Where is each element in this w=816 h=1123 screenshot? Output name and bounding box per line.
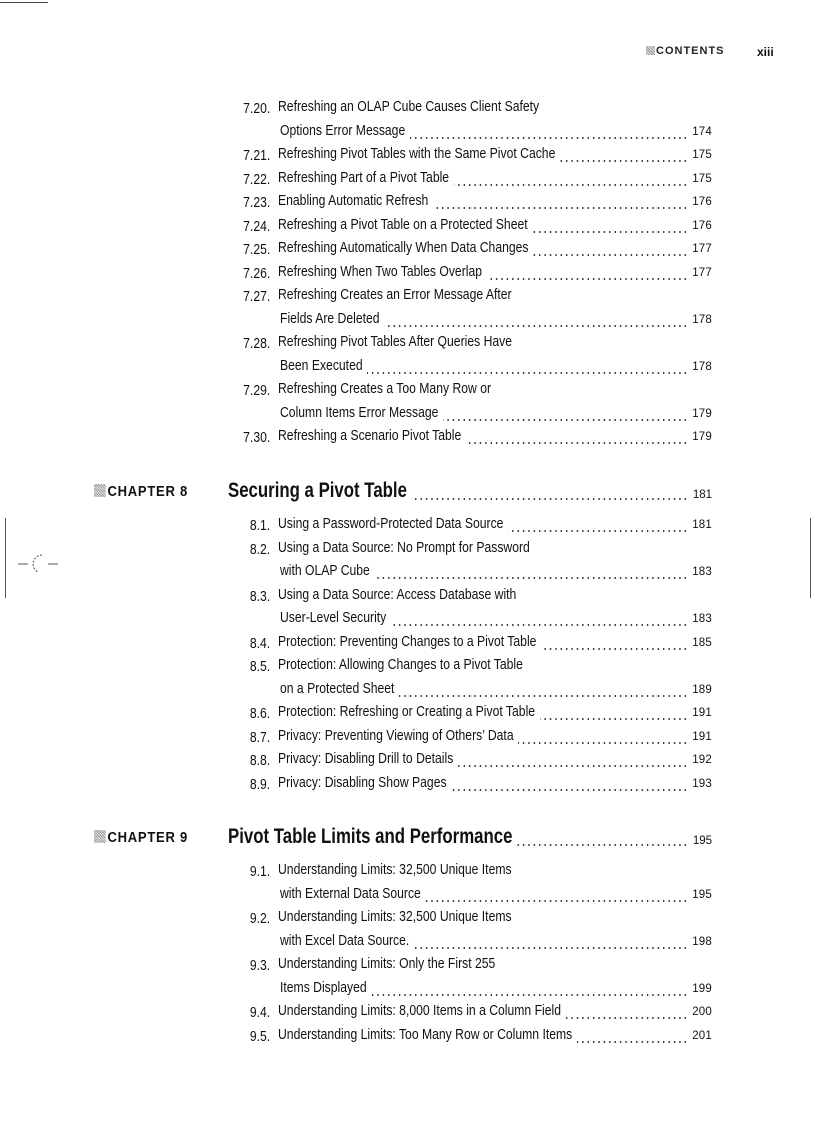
entry-title-text: Refreshing Creates an Error Message After	[278, 287, 512, 303]
entry-title-line	[278, 634, 712, 654]
entry-title-line	[280, 933, 712, 953]
entry-title-text: Refreshing Part of a Pivot Table	[278, 169, 450, 186]
entry-number: 8.6.	[249, 706, 270, 722]
toc-entry[interactable]	[0, 428, 816, 452]
entry-title-text: Understanding Limits: 32,500 Unique Items	[278, 862, 512, 878]
toc-entry[interactable]	[0, 775, 816, 799]
entry-title-text: Refreshing Pivot Tables After Queries Have	[278, 334, 513, 350]
entry-title-text: Refreshing a Pivot Table on a Protected Sheet	[278, 216, 528, 233]
dot-leader	[411, 498, 688, 500]
chapter-page-number: 181	[692, 489, 712, 501]
entry-title-line	[278, 775, 712, 795]
entry-number: 8.3.	[249, 588, 270, 605]
entry-number: 8.2.	[249, 541, 270, 558]
entry-number: 7.27.	[242, 289, 270, 305]
entry-number: 7.28.	[242, 336, 270, 352]
entry-title-line	[280, 311, 712, 331]
toc-entry[interactable]	[0, 516, 816, 540]
entry-title-text: Understanding Limits: 32,500 Unique Items	[278, 909, 512, 925]
entry-title-text: Using a Data Source: Access Database with	[278, 586, 517, 603]
dot-leader	[410, 137, 688, 139]
toc-entry[interactable]	[0, 634, 816, 658]
dot-leader	[565, 1017, 688, 1019]
entry-page-number: 185	[692, 636, 712, 649]
dot-leader	[517, 844, 688, 846]
entry-title-text: Using a Password-Protected Data Source	[278, 516, 504, 532]
dot-leader	[540, 718, 688, 720]
entry-title-text: Refreshing Pivot Tables with the Same Pivot Cache	[278, 146, 556, 162]
entry-number: 9.2.	[249, 911, 270, 927]
entry-title-text: Understanding Limits: Too Many Row or Column Items	[278, 1026, 573, 1043]
entry-title-line	[278, 862, 712, 882]
entry-title-line	[278, 334, 712, 354]
entry-title-text: Column Items Error Message	[280, 404, 439, 421]
dot-leader	[391, 624, 688, 626]
entry-title-line	[278, 956, 712, 976]
entry-page-number: 193	[692, 777, 712, 790]
entry-number: 8.7.	[249, 729, 270, 746]
dot-leader	[487, 278, 688, 280]
entry-number: 7.23.	[242, 195, 270, 211]
entry-title-line	[280, 405, 712, 425]
dot-leader	[371, 994, 688, 996]
chapter-title-line	[228, 478, 712, 506]
chapter-heading[interactable]	[0, 824, 816, 852]
chapter-page-number: 195	[692, 835, 712, 847]
entry-title-line	[278, 704, 712, 724]
entry-title-text: Understanding Limits: 8,000 Items in a Column Field	[278, 1003, 561, 1019]
toc-entry[interactable]	[0, 264, 816, 288]
entry-title-text: Options Error Message	[280, 122, 406, 139]
toc-entry[interactable]	[0, 146, 816, 170]
entry-page-number: 179	[692, 407, 712, 420]
entry-title-line	[278, 1003, 712, 1023]
toc-entry[interactable]	[0, 909, 816, 956]
entry-number: 8.9.	[249, 776, 270, 793]
entry-page-number: 177	[692, 266, 712, 279]
entry-title-line	[280, 358, 712, 378]
entry-title-text: Refreshing an OLAP Cube Causes Client Safety	[278, 99, 540, 115]
entry-title-text: Refreshing When Two Tables Overlap	[278, 263, 483, 280]
chapter-label: CHAPTER 8	[94, 484, 188, 500]
running-head-page-number: xiii	[757, 45, 774, 59]
toc-entry[interactable]	[0, 170, 816, 194]
entry-number: 7.30.	[242, 430, 270, 446]
entry-title-line	[278, 516, 712, 536]
toc-entry[interactable]	[0, 956, 816, 1003]
dot-leader	[458, 765, 688, 767]
dot-leader	[518, 742, 688, 744]
entry-title-line	[278, 751, 712, 771]
dot-leader	[532, 231, 688, 233]
entry-title-line	[280, 610, 712, 630]
entry-number: 8.4.	[249, 635, 270, 652]
entry-page-number: 176	[692, 196, 712, 208]
entry-page-number: 195	[692, 888, 712, 901]
entry-page-number: 191	[692, 730, 712, 743]
entry-title-text: Protection: Preventing Changes to a Pivot Table	[278, 633, 537, 650]
entry-title-text: User-Level Security	[280, 610, 387, 626]
entry-page-number: 189	[692, 683, 712, 696]
running-head	[0, 45, 816, 61]
entry-title-text: Protection: Refreshing or Creating a Pivot Table	[278, 704, 536, 720]
entry-title-line	[278, 146, 712, 166]
toc-entry[interactable]	[0, 287, 816, 334]
entry-title-line	[278, 909, 712, 929]
entry-title-line	[280, 980, 712, 1000]
entry-title-text: Privacy: Disabling Show Pages	[278, 774, 447, 791]
entry-page-number: 179	[692, 431, 712, 443]
entry-title-line	[280, 681, 712, 701]
entry-number: 9.4.	[249, 1005, 270, 1021]
entry-number: 7.22.	[242, 171, 270, 188]
dot-leader	[399, 695, 688, 697]
entry-title-line	[278, 193, 712, 213]
entry-title-text: Using a Data Source: No Prompt for Password	[278, 539, 530, 556]
dot-leader	[533, 254, 688, 256]
dot-leader	[454, 184, 688, 186]
dot-leader	[384, 325, 688, 327]
entry-page-number: 199	[692, 982, 712, 995]
chapter-title: Securing a Pivot Table	[228, 479, 407, 502]
entry-number: 7.25.	[242, 242, 270, 258]
entry-title-line	[278, 728, 712, 748]
dot-leader	[451, 789, 688, 791]
chapter-heading[interactable]	[0, 478, 816, 506]
entry-page-number: 178	[692, 313, 712, 326]
toc-entry[interactable]	[0, 1027, 816, 1051]
entry-title-line	[280, 563, 712, 583]
entry-title-line	[280, 123, 712, 143]
entry-title-text: Enabling Automatic Refresh	[278, 193, 429, 209]
entry-title-text: Privacy: Preventing Viewing of Others’ Data	[278, 727, 514, 744]
entry-title-text: with Excel Data Source.	[280, 932, 410, 949]
entry-title-text: Items Displayed	[280, 979, 367, 996]
entry-page-number: 175	[692, 172, 712, 185]
entry-title-line	[278, 657, 712, 677]
entry-number: 8.1.	[249, 518, 270, 534]
entry-title-line	[278, 428, 712, 448]
entry-number: 7.20.	[242, 101, 270, 117]
entry-page-number: 176	[692, 219, 712, 232]
toc-entry[interactable]	[0, 862, 816, 909]
dot-leader	[541, 648, 688, 650]
entry-title-text: Refreshing Creates a Too Many Row or	[278, 381, 492, 397]
entry-page-number: 192	[692, 754, 712, 766]
dot-leader	[425, 900, 688, 902]
toc-entry[interactable]	[0, 751, 816, 775]
toc-entry[interactable]	[0, 381, 816, 428]
entry-title-line	[278, 240, 712, 260]
entry-page-number: 181	[692, 519, 712, 531]
entry-number: 9.5.	[249, 1028, 270, 1045]
entry-title-line	[278, 217, 712, 237]
entry-page-number: 178	[692, 360, 712, 373]
toc-entry[interactable]	[0, 334, 816, 381]
toc-entry[interactable]	[0, 657, 816, 704]
toc-entry[interactable]	[0, 99, 816, 146]
entry-title-text: with External Data Source	[280, 885, 421, 902]
entry-number: 9.1.	[249, 864, 270, 880]
entry-title-line	[278, 287, 712, 307]
entry-title-line	[278, 381, 712, 401]
entry-title-text: with OLAP Cube	[280, 563, 370, 579]
entry-number: 7.24.	[242, 218, 270, 235]
entry-page-number: 201	[692, 1029, 712, 1042]
toc-entry[interactable]	[0, 193, 816, 217]
entry-page-number: 191	[692, 707, 712, 719]
crop-mark	[0, 2, 48, 3]
entry-title-text: Privacy: Disabling Drill to Details	[278, 751, 454, 767]
entry-page-number: 183	[692, 613, 712, 625]
entry-title-line	[278, 99, 712, 119]
entry-page-number: 175	[692, 149, 712, 161]
toc-entry[interactable]	[0, 704, 816, 728]
toc-entry[interactable]	[0, 1003, 816, 1027]
toc-entry[interactable]	[0, 240, 816, 264]
entry-number: 7.21.	[242, 148, 270, 164]
chapter-label: CHAPTER 9	[94, 830, 188, 846]
entry-page-number: 183	[692, 566, 712, 578]
toc-entry[interactable]	[0, 540, 816, 587]
entry-title-line	[280, 886, 712, 906]
entry-title-line	[278, 587, 712, 607]
dot-leader	[508, 530, 688, 532]
toc-entry[interactable]	[0, 587, 816, 634]
entry-title-line	[278, 1027, 712, 1047]
dot-leader	[443, 419, 688, 421]
entry-page-number: 177	[692, 243, 712, 255]
entry-title-line	[278, 264, 712, 284]
dot-leader	[560, 160, 688, 162]
entry-page-number: 200	[692, 1006, 712, 1018]
entry-page-number: 174	[692, 125, 712, 138]
entry-title-text: Protection: Allowing Changes to a Pivot Table	[278, 657, 523, 673]
entry-title-text: Understanding Limits: Only the First 255	[278, 956, 496, 972]
entry-title-text: Refreshing Automatically When Data Changes	[278, 240, 529, 256]
entry-number: 8.8.	[249, 753, 270, 769]
entry-number: 9.3.	[249, 958, 270, 974]
entry-title-text: Refreshing a Scenario Pivot Table	[278, 428, 462, 444]
chapter-title: Pivot Table Limits and Performance	[228, 825, 513, 848]
entry-number: 7.29.	[242, 383, 270, 399]
entry-title-line	[278, 170, 712, 190]
entry-title-text: Fields Are Deleted	[280, 310, 380, 327]
dot-leader	[414, 947, 688, 949]
chapter-title-line	[228, 824, 712, 852]
entry-number: 8.5.	[249, 659, 270, 675]
dot-leader	[367, 372, 688, 374]
running-head-section: CONTENTS	[646, 45, 725, 57]
entry-title-text: Been Executed	[280, 357, 363, 374]
dot-leader	[577, 1041, 688, 1043]
toc-entry[interactable]	[0, 217, 816, 241]
toc-entry[interactable]	[0, 728, 816, 752]
dot-leader	[466, 442, 688, 444]
entry-title-text: on a Protected Sheet	[280, 680, 395, 697]
entry-number: 7.26.	[242, 265, 270, 282]
entry-title-line	[278, 540, 712, 560]
dot-leader	[433, 207, 688, 209]
dot-leader	[374, 577, 688, 579]
entry-page-number: 198	[692, 935, 712, 948]
